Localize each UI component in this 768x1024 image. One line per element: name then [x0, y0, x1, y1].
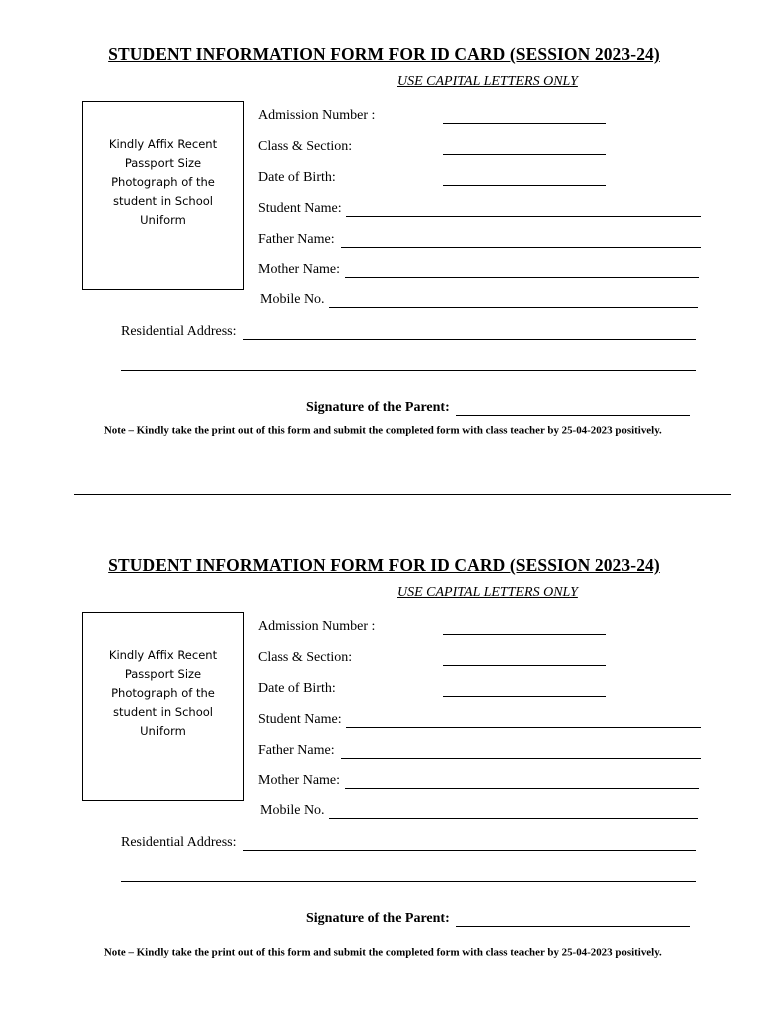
parent-signature-field[interactable]: [456, 415, 690, 416]
mother-name-field[interactable]: [345, 788, 699, 789]
father-name-label: Father Name:: [258, 232, 335, 247]
student-name-label: Student Name:: [258, 201, 342, 216]
date-of-birth-label: Date of Birth:: [258, 681, 336, 696]
date-of-birth-field[interactable]: [443, 696, 606, 697]
form-subtitle: USE CAPITAL LETTERS ONLY: [397, 74, 578, 89]
cut-line-divider: [74, 494, 731, 495]
date-of-birth-label: Date of Birth:: [258, 170, 336, 185]
father-name-field[interactable]: [341, 758, 701, 759]
form-title: STUDENT INFORMATION FORM FOR ID CARD (SESSION 2023-24): [108, 555, 660, 575]
parent-signature-field[interactable]: [456, 926, 690, 927]
residential-address-field-line-2[interactable]: [121, 370, 696, 371]
mobile-no-label: Mobile No.: [260, 803, 325, 818]
class-section-field[interactable]: [443, 665, 606, 666]
residential-address-field[interactable]: [243, 850, 696, 851]
admission-number-label: Admission Number :: [258, 619, 376, 634]
mother-name-field[interactable]: [345, 277, 699, 278]
father-name-label: Father Name:: [258, 743, 335, 758]
student-name-field[interactable]: [346, 216, 701, 217]
form-subtitle: USE CAPITAL LETTERS ONLY: [397, 585, 578, 600]
student-name-field[interactable]: [346, 727, 701, 728]
mobile-no-field[interactable]: [329, 818, 698, 819]
submission-note: Note – Kindly take the print out of this form and submit the completed form with class teacher by 25-04-2023 positively.: [103, 947, 662, 959]
parent-signature-label: Signature of the Parent:: [306, 911, 450, 926]
id-card-form-2: [0, 511, 768, 991]
mobile-no-field[interactable]: [329, 307, 698, 308]
residential-address-label: Residential Address:: [121, 835, 237, 850]
class-section-label: Class & Section:: [258, 650, 353, 665]
residential-address-field-line-2[interactable]: [121, 881, 696, 882]
admission-number-field[interactable]: [443, 123, 606, 124]
class-section-label: Class & Section:: [258, 139, 353, 154]
father-name-field[interactable]: [341, 247, 701, 248]
mother-name-label: Mother Name:: [258, 773, 341, 788]
photo-box: [82, 101, 244, 290]
parent-signature-label: Signature of the Parent:: [306, 400, 450, 415]
id-card-form-1: [0, 0, 768, 480]
photo-box: [82, 612, 244, 801]
submission-note: Note – Kindly take the print out of this form and submit the completed form with class teacher by 25-04-2023 positively.: [103, 425, 662, 437]
form-title: STUDENT INFORMATION FORM FOR ID CARD (SESSION 2023-24): [108, 44, 660, 64]
photo-box-instructions: Kindly Affix Recent Passport Size Photograph of the student in School Uniform: [108, 648, 218, 738]
photo-box-instructions: Kindly Affix Recent Passport Size Photograph of the student in School Uniform: [108, 137, 218, 227]
admission-number-field[interactable]: [443, 634, 606, 635]
date-of-birth-field[interactable]: [443, 185, 606, 186]
mother-name-label: Mother Name:: [258, 262, 341, 277]
student-name-label: Student Name:: [258, 712, 342, 727]
residential-address-label: Residential Address:: [121, 324, 237, 339]
residential-address-field[interactable]: [243, 339, 696, 340]
admission-number-label: Admission Number :: [258, 108, 376, 123]
mobile-no-label: Mobile No.: [260, 292, 325, 307]
class-section-field[interactable]: [443, 154, 606, 155]
